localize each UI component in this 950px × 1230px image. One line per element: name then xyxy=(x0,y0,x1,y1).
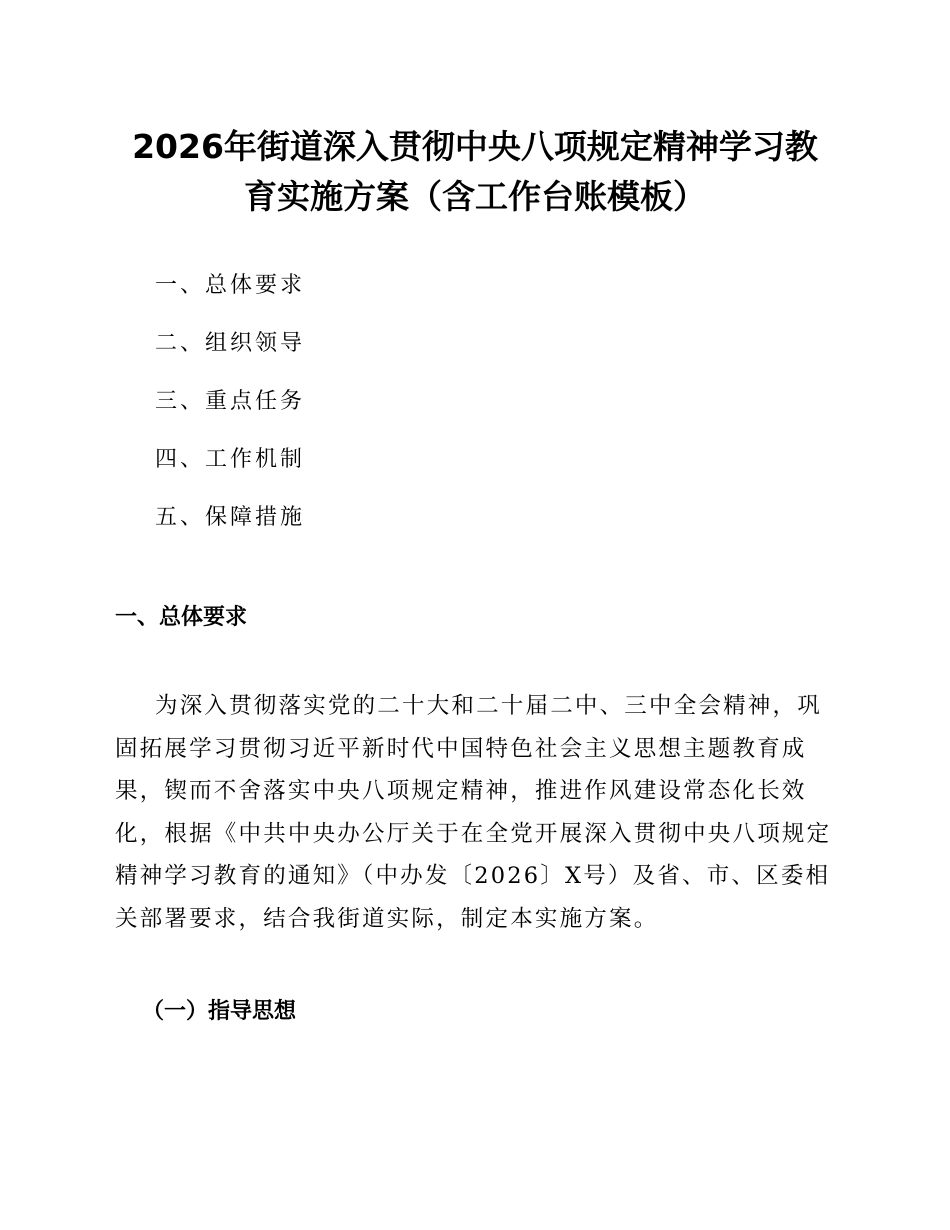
document-title-line-2: 育实施方案（含工作台账模板） xyxy=(244,177,706,216)
body-line: 精神学习教育的通知》（中办发〔2026〕X号）及省、市、区委相 xyxy=(115,863,831,889)
toc-item-work-mechanism: 四、工作机制 xyxy=(155,447,306,472)
toc-item-organization-leadership: 二、组织领导 xyxy=(155,331,306,356)
subsection-heading-guiding-ideology: （一）指导思想 xyxy=(142,999,297,1024)
toc-item-key-tasks: 三、重点任务 xyxy=(155,389,306,414)
body-line: 固拓展学习贯彻习近平新时代中国特色社会主义思想主题教育成 xyxy=(115,735,807,762)
section-heading-overall-requirements: 一、总体要求 xyxy=(115,605,248,630)
document-title-line-1: 2026年街道深入贯彻中央八项规定精神学习教 xyxy=(132,127,818,166)
document-title xyxy=(90,122,860,222)
toc-item-overall-requirements: 一、总体要求 xyxy=(155,273,306,298)
body-paragraph xyxy=(115,685,840,940)
toc-item-safeguard-measures: 五、保障措施 xyxy=(155,505,306,530)
body-line: 为深入贯彻落实党的二十大和二十届二中、三中全会精神，巩 xyxy=(155,693,822,719)
body-line: 化，根据《中共中央办公厅关于在全党开展深入贯彻中央八项规定 xyxy=(115,820,832,847)
body-line: 果，锲而不舍落实中央八项规定精神，推进作风建设常态化长效 xyxy=(115,778,807,804)
body-line: 关部署要求，结合我街道实际，制定本实施方案。 xyxy=(115,905,659,932)
